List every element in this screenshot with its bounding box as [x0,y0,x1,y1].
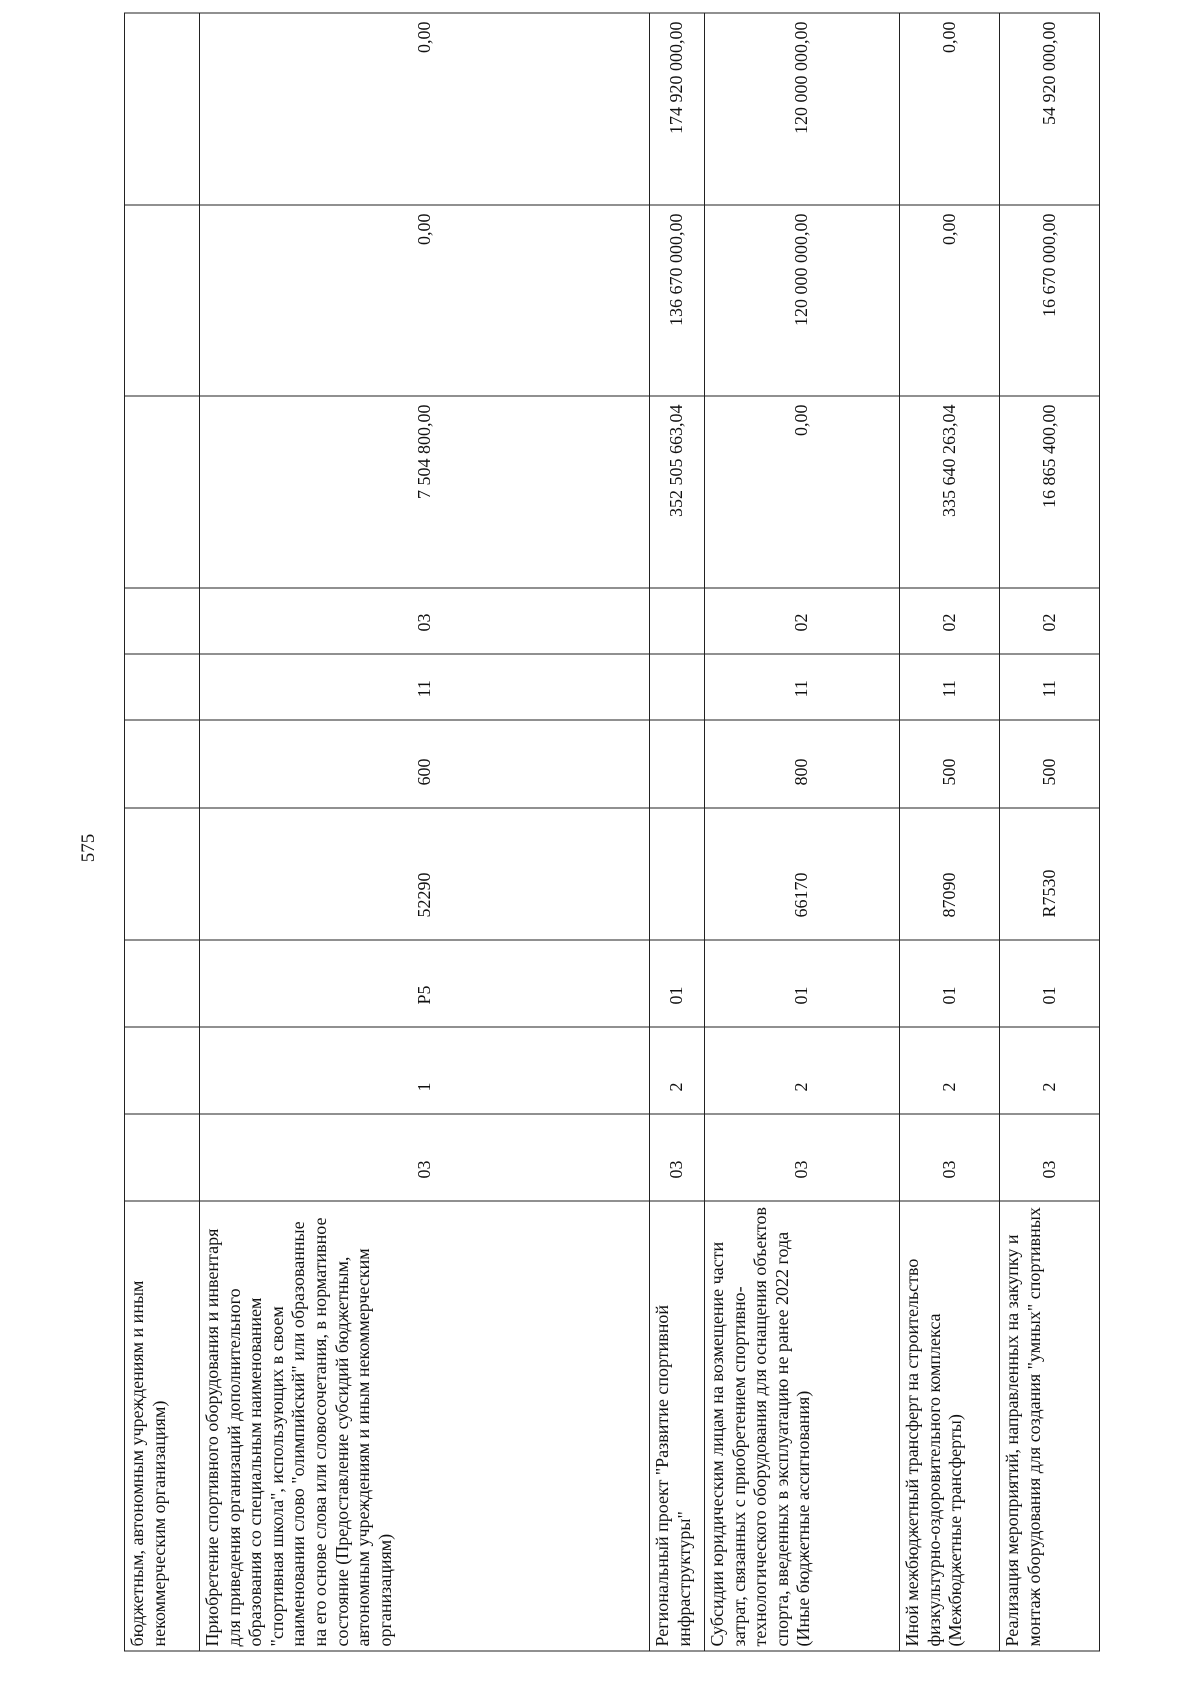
amount-2024: 0,00 [900,205,1000,396]
amount-2024: 0,00 [200,205,650,396]
subsection-code [125,588,200,654]
amount-2025: 54 920 000,00 [1000,13,1100,205]
table-row [650,13,705,1651]
program-code: 03 [200,1114,650,1201]
amount-2023: 352 505 663,04 [650,396,705,588]
direction-code [650,808,705,940]
section-code: 11 [705,654,900,720]
direction-code: 66170 [705,808,900,940]
expense-type-code [125,720,200,808]
main-event-code: 01 [705,940,900,1027]
main-event-code: 01 [650,940,705,1027]
subprogram-code: 2 [650,1027,705,1114]
subsection-code: 02 [900,588,1000,654]
subsection-code: 03 [200,588,650,654]
amount-2023: 0,00 [705,396,900,588]
row-description: Субсидии юридическим лицам на возмещение части затрат, связанных с приобретением спортивно-технологического оборудования для оснащения объектов спорта, введенных в эксплуатацию не ранее 2022 года (Иные бюджетные ассигнования) [705,1201,900,1651]
expense-type-code: 600 [200,720,650,808]
expense-type-code [650,720,705,808]
table-row [900,13,1000,1651]
main-event-code: P5 [200,940,650,1027]
amount-2024: 16 670 000,00 [1000,205,1100,396]
program-code [125,1114,200,1201]
subprogram-code: 2 [705,1027,900,1114]
row-description: Реализация мероприятий, направленных на закупку и монтаж оборудования для создания "умных" спортивных [1000,1201,1100,1651]
amount-2024 [125,205,200,396]
amount-2023 [125,396,200,588]
subsection-code: 02 [1000,588,1100,654]
program-code: 03 [1000,1114,1100,1201]
program-code: 03 [705,1114,900,1201]
amount-2025 [125,13,200,205]
main-event-code: 01 [900,940,1000,1027]
amount-2024: 136 670 000,00 [650,205,705,396]
section-code [125,654,200,720]
section-code: 11 [900,654,1000,720]
subprogram-code: 1 [200,1027,650,1114]
page-number: 575 [78,833,99,863]
row-description: Региональный проект "Развитие спортивной инфраструктуры" [650,1201,705,1651]
row-description: Приобретение спортивного оборудования и инвентаря для приведения организаций дополнительного образования со специальным наименованием "спортивная школа", использующих в своем наименовании слово "олимпийский" или образованные на его основе слова или словосочетания, в нормативное состояние (Предоставление субсидий бюджетным, автономным учреждениям и иным некоммерческим организациям) [200,1201,650,1651]
amount-2025: 0,00 [900,13,1000,205]
amount-2023: 335 640 263,04 [900,396,1000,588]
direction-code [125,808,200,940]
main-event-code: 01 [1000,940,1100,1027]
program-code: 03 [650,1114,705,1201]
expense-type-code: 500 [900,720,1000,808]
subprogram-code [125,1027,200,1114]
amount-2025: 0,00 [200,13,650,205]
amount-2025: 174 920 000,00 [650,13,705,205]
program-code: 03 [900,1114,1000,1201]
section-code: 11 [1000,654,1100,720]
subprogram-code: 2 [1000,1027,1100,1114]
table-row [125,13,200,1651]
subsection-code [650,588,705,654]
table-row [1000,13,1100,1651]
direction-code: 87090 [900,808,1000,940]
section-code: 11 [200,654,650,720]
main-event-code [125,940,200,1027]
direction-code: R7530 [1000,808,1100,940]
row-description: бюджетным, автономным учреждениям и иным некоммерческим организациям) [125,1201,200,1651]
amount-2023: 7 504 800,00 [200,396,650,588]
subsection-code: 02 [705,588,900,654]
amount-2024: 120 000 000,00 [705,205,900,396]
expense-type-code: 800 [705,720,900,808]
subprogram-code: 2 [900,1027,1000,1114]
amount-2025: 120 000 000,00 [705,13,900,205]
amount-2023: 16 865 400,00 [1000,396,1100,588]
direction-code: 52290 [200,808,650,940]
budget-table [124,13,1100,1652]
table-row [705,13,900,1651]
section-code [650,654,705,720]
table-row [200,13,650,1651]
row-description: Иной межбюджетный трансферт на строительство физкультурно-оздоровительного комплекса (Межбюджетные трансферты) [900,1201,1000,1651]
expense-type-code: 500 [1000,720,1100,808]
